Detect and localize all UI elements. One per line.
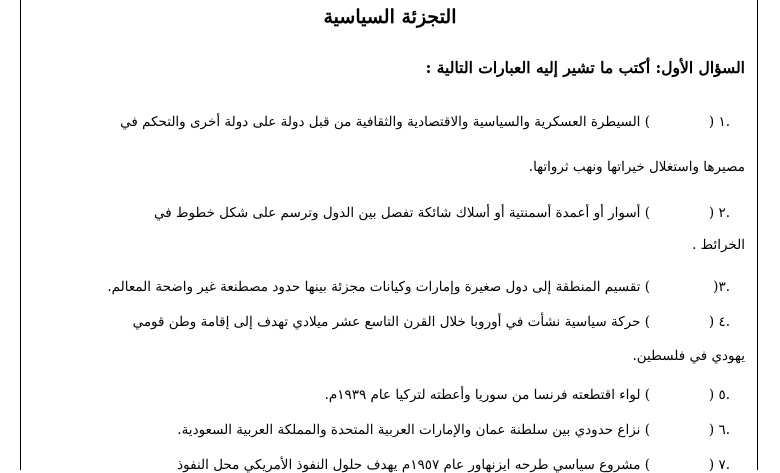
item-2-number: .٢ ( xyxy=(708,205,730,221)
item-4-text: ) حركة سياسية نشأت في أوروبا خلال القرن التاسع عشر ميلادي تهدف إلى إقامة وطن قومي xyxy=(132,314,650,330)
page-border-right xyxy=(757,0,758,470)
item-7-number: .٧ ( xyxy=(708,457,730,473)
item-1-continuation: مصيرها واستغلال خيراتها ونهب ثرواتها. xyxy=(528,159,745,175)
item-3-number: .٣( xyxy=(713,279,730,295)
item-2-continuation: الخرائط . xyxy=(692,237,745,253)
item-6-text: ) نزاع حدودي بين سلطنة عمان والإمارات العربية المتحدة والمملكة العربية السعودية. xyxy=(177,422,650,438)
item-3-text: ) تقسيم المنطقة إلى دول صغيرة وإمارات وكيانات مجزئة بينها حدود مصطنعة غير واضحة المعالم. xyxy=(107,279,650,295)
item-5-text: ) لواء اقتطعته فرنسا من سوريا وأعطته لتركيا عام ١٩٣٩م. xyxy=(324,387,650,403)
item-1-text: ) السيطرة العسكرية والسياسية والاقتصادية والثقافية من قبل دولة على دولة أخرى والتحكم في xyxy=(120,114,650,130)
item-2-text: ) أسوار أو أعمدة أسمنتية أو أسلاك شائكة تفصل بين الدول وترسم على شكل خطوط في xyxy=(154,205,650,221)
page-title: التجزئة السياسية xyxy=(323,6,457,28)
item-5-number: .٥ ( xyxy=(708,387,730,403)
page-border-left xyxy=(20,0,21,470)
question-heading: السؤال الأول: أكتب ما تشير إليه العبارات التالية : xyxy=(425,58,745,77)
item-7-text: ) مشروع سياسي طرحه ايزنهاور عام ١٩٥٧م يهدف حلول النفوذ الأمريكي محل النفوذ xyxy=(177,457,650,473)
item-6-number: .٦ ( xyxy=(708,422,730,438)
item-4-number: .٤ ( xyxy=(708,314,730,330)
item-4-continuation: يهودي في فلسطين. xyxy=(632,348,745,364)
item-1-number: .١ ( xyxy=(708,114,730,130)
